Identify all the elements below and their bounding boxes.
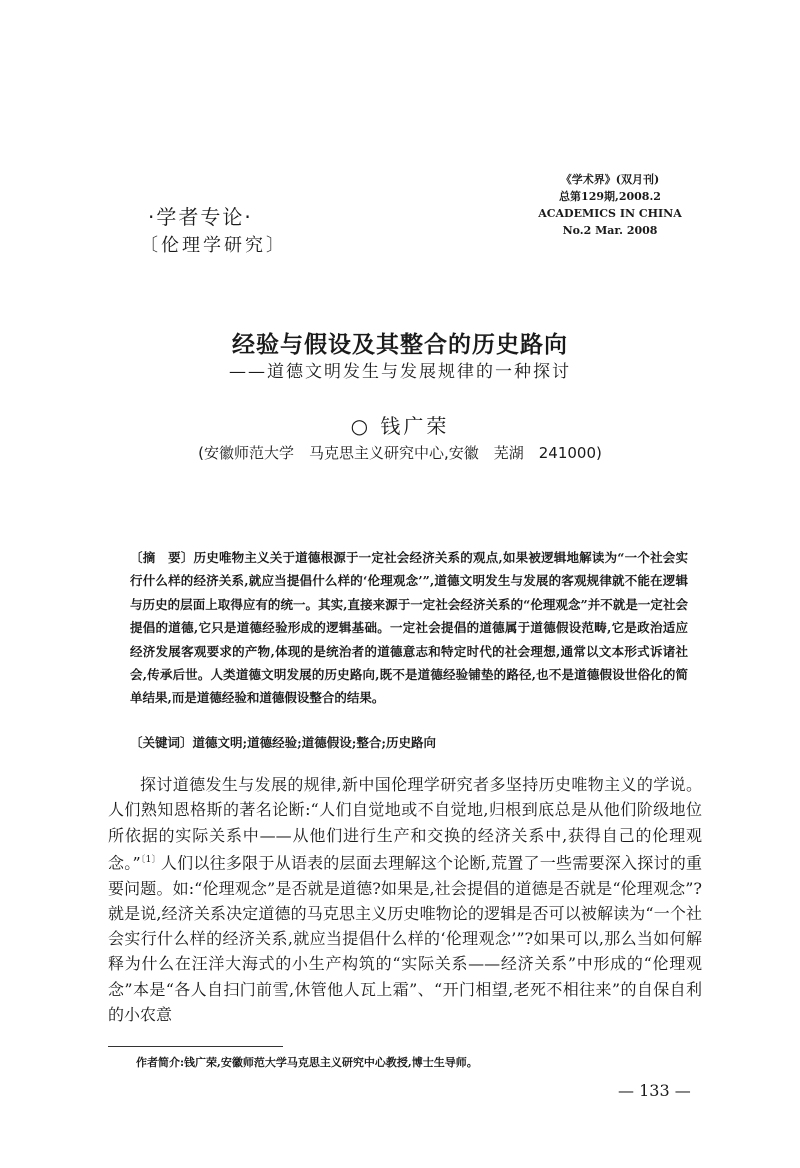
abstract-text: 历史唯物主义关于道德根源于一定社会经济关系的观点,如果被逻辑地解读为“一个社会实行什么样的经济关系,就应当提倡什么样的‘伦理观念’”,道德文明发生与发展的客观规律就不能在逻辑与历史的层面上取得应有的统一。其实,直接来源于一定社会经济关系的“伦理观念”并不就是一定社会提倡的道德,它只是道德经验形成的逻辑基础。一定社会提倡的道德属于道德假设范畴,它是政治适应经济发展客观要求的产物,体现的是统治者的道德意志和特定时代的社会理想,通常以文本形式诉诸社会,传承后世。人类道德文明发展的历史路向,既不是道德经验铺垫的路径,也不是道德假设世俗化的简单结果,而是道德经验和道德假设整合的结果。 xyxy=(130,550,688,706)
keywords-label: 〔关键词〕 xyxy=(130,735,193,750)
author-footnote: 作者简介:钱广荣,安徽师范大学马克思主义研究中心教授,博士生导师。 xyxy=(136,1056,478,1069)
keywords xyxy=(130,733,688,751)
journal-issue-cn: 总第129期,2008.2 xyxy=(559,190,661,203)
section-subheading: 〔伦理学研究〕 xyxy=(140,235,287,256)
page-number: — 133 — xyxy=(618,1081,691,1100)
citation-marker: 〔1〕 xyxy=(140,854,161,865)
journal-issue-en: No.2 Mar. 2008 xyxy=(562,224,658,237)
keywords-text: 道德文明;道德经验;道德假设;整合;历史路向 xyxy=(192,735,436,750)
journal-name: 《学术界》(双月刊) xyxy=(560,173,660,186)
section-label: ·学者专论· xyxy=(148,205,253,229)
author-name: ○ 钱广荣 xyxy=(350,414,450,438)
abstract xyxy=(130,546,688,710)
body-text-part-1: 探讨道德发生与发展的规律,新中国伦理学研究者多坚持历史唯物主义的学说。人们熟知恩格斯的著名论断:“人们自觉地或不自觉地,归根到底总是从他们阶级地位所依据的实际关系中——从他们进行生产和交换的经济关系中,获得自己的伦理观念。” xyxy=(108,775,702,873)
body-text-part-2: 人们以往多限于从语表的层面去理解这个论断,荒置了一些需要深入探讨的重要问题。如:“伦理观念”是否就是道德?如果是,社会提倡的道德是否就是“伦理观念”?就是说,经济关系决定道德的马克思主义历史唯物论的逻辑是否可以被解读为“一个社会实行什么样的经济关系,就应当提倡什么样的‘伦理观念’”?如果可以,那么当如何解释为什么在汪洋大海式的小生产构筑的“实际关系——经济关系”中形成的“伦理观念”本是“各人自扫门前雪,休管他人瓦上霜”、“开门相望,老死不相往来”的自保自利的小农意 xyxy=(108,853,702,1024)
journal-name-en: ACADEMICS IN CHINA xyxy=(538,207,682,220)
author-affiliation: (安徽师范大学 马克思主义研究中心,安徽 芜湖 241000) xyxy=(198,444,602,462)
journal-info xyxy=(520,171,700,239)
footnote-divider xyxy=(108,1046,283,1047)
article-title: 经验与假设及其整合的历史路向 xyxy=(232,332,568,358)
article-subtitle: ——道德文明发生与发展规律的一种探讨 xyxy=(229,362,571,382)
body-paragraph xyxy=(108,772,702,1027)
abstract-label: 〔摘 要〕 xyxy=(130,550,194,565)
